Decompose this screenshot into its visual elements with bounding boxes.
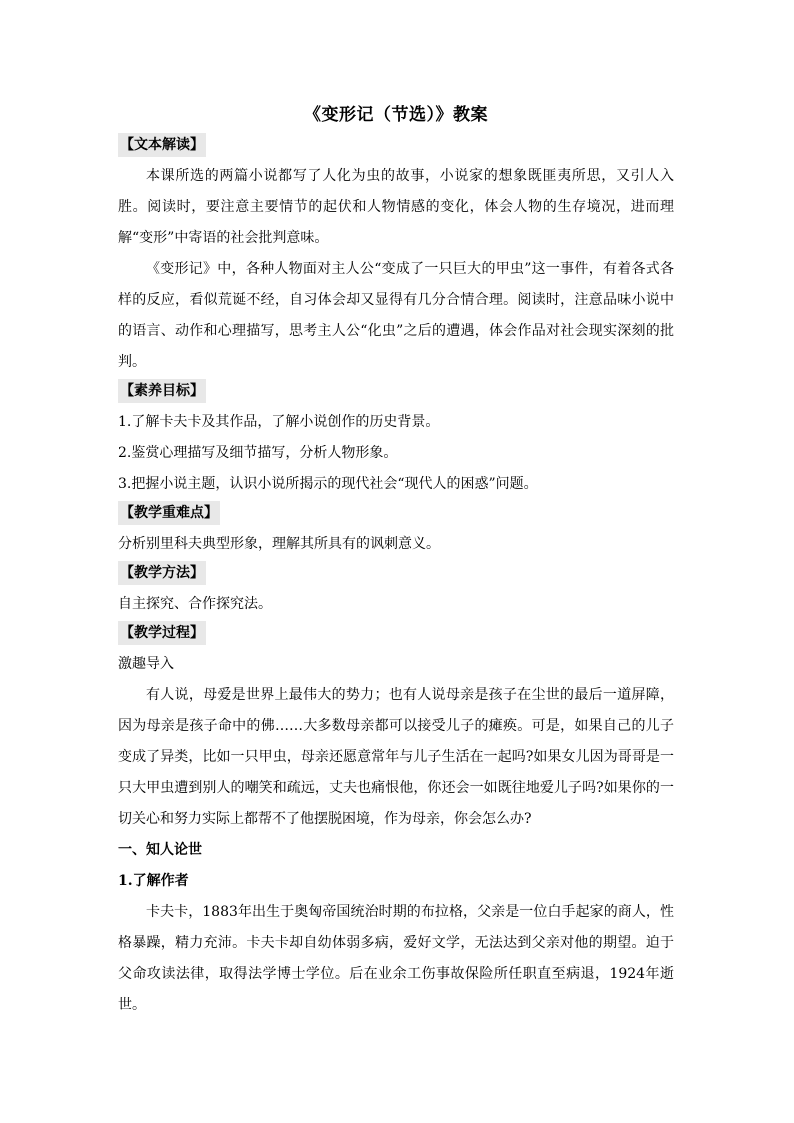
section-methods (118, 560, 674, 620)
goal-item-2: 2.鉴赏心理描写及细节描写，分析人物形象。 (118, 445, 398, 461)
intro-paragraph: 有人说，母爱是世界上最伟大的势力；也有人说母亲是孩子在尘世的最后一道屏障，因为母亲是孩子命中的佛……大多数母亲都可以接受儿子的瘫痪。可是，如果自己的儿子变成了异类，比如一只甲虫，母亲还愿意常年与儿子生活在一起吗?如果女儿因为哥哥是一只大甲虫遭到别人的嘲笑和疏远，丈夫也痛恨他，你还会一如既往地爱儿子吗?如果你的一切关心和努力实际上都帮不了他摆脱困境，作为母亲，你会怎么办? (118, 687, 674, 827)
section-heading-key-points: 【教学重难点】 (118, 501, 220, 525)
section-goals (118, 378, 674, 500)
reading-paragraph-2: 《变形记》中，各种人物面对主人公“变成了一只巨大的甲虫”这一事件，有着各式各样的反应，看似荒诞不经，自习体会却又显得有几分合情合理。阅读时，注意品味小说中的语言、动作和心理描写，思考主人公“化虫”之后的遭遇，体会作品对社会现实深刻的批判。 (118, 261, 674, 370)
goal-item-1: 1.了解卡夫卡及其作品，了解小说创作的历史背景。 (118, 414, 440, 430)
sub1-label: 1.了解作者 (118, 873, 189, 889)
intro-label: 激趣导入 (118, 656, 174, 672)
reading-paragraph-1: 本课所选的两篇小说都写了人化为虫的故事，小说家的想象既匪夷所思，又引人入胜。阅读时，要注意主要情节的起伏和人物情感的变化，体会人物的生存境况，进而理解“变形”中寄语的社会批判意味。 (118, 168, 674, 246)
part1-label: 一、知人论世 (118, 842, 202, 858)
goal-item-3: 3.把握小说主题，认识小说所揭示的现代社会“现代人的困惑”问题。 (118, 476, 538, 492)
key-points-text: 分析别里科夫典型形象，理解其所具有的讽刺意义。 (118, 536, 440, 552)
section-heading-goals: 【素养目标】 (118, 379, 206, 403)
section-heading-reading: 【文本解读】 (118, 133, 206, 157)
section-heading-methods: 【教学方法】 (118, 561, 206, 585)
section-key-points (118, 500, 674, 560)
document-title: 《变形记（节选）》教案 (304, 105, 488, 125)
author-paragraph: 卡夫卡，1883年出生于奥匈帝国统治时期的布拉格，父亲是一位白手起家的商人，性格暴躁，精力充沛。卡夫卡却自幼体弱多病，爱好文学，无法达到父亲对他的期望。迫于父命攻读法律，取得法学博士学位。后在业余工伤事故保险所任职直至病退，1924年逝世。 (118, 904, 674, 1013)
section-text-reading (118, 132, 674, 378)
document-page (118, 100, 674, 1021)
methods-text: 自主探究、合作探究法。 (118, 596, 272, 612)
section-heading-process: 【教学过程】 (118, 621, 206, 645)
section-process (118, 620, 674, 1021)
